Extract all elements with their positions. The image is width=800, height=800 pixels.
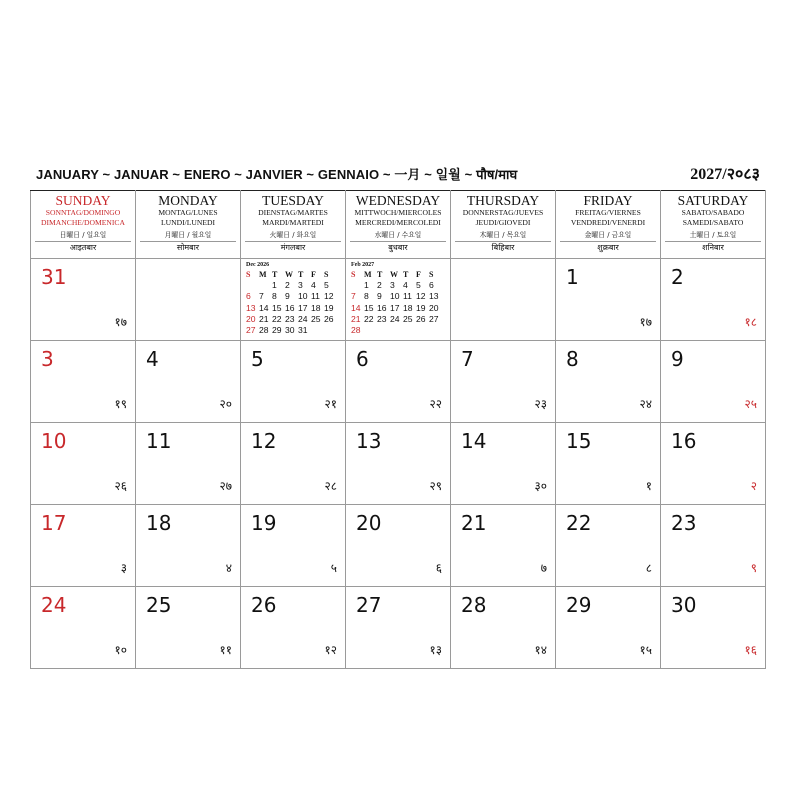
day-number: 27 xyxy=(356,593,382,617)
weekday-translation-2: MARDI/MARTEDI xyxy=(262,218,324,227)
mini-day: 23 xyxy=(285,313,295,324)
mini-calendar-week xyxy=(246,325,337,336)
day-number: 2 xyxy=(671,265,684,289)
mini-day: 17 xyxy=(390,302,400,313)
weekday-cjk: 月曜日 / 월요일 xyxy=(164,231,212,239)
mini-day: 20 xyxy=(246,313,256,324)
weekday-nepali: शुक्रबार xyxy=(560,241,656,253)
day-number: 6 xyxy=(356,347,369,371)
mini-day: 5 xyxy=(324,280,329,291)
day-number: 1 xyxy=(566,265,579,289)
mini-day: 29 xyxy=(272,325,282,336)
day-number: 13 xyxy=(356,429,382,453)
weekday-cjk: 火曜日 / 화요일 xyxy=(269,231,317,239)
day-number: 11 xyxy=(146,429,172,453)
nepali-day-number: ४ xyxy=(225,561,232,575)
mini-calendar-weekdays xyxy=(246,269,337,280)
day-cell[interactable] xyxy=(556,505,661,587)
day-number: 26 xyxy=(251,593,277,617)
day-cell[interactable] xyxy=(661,423,766,505)
day-cell[interactable] xyxy=(556,341,661,423)
day-number: 5 xyxy=(251,347,264,371)
mini-weekday-label: M xyxy=(364,270,372,279)
day-number: 3 xyxy=(41,347,54,371)
mini-day xyxy=(377,325,390,336)
weekday-header-sunday xyxy=(31,191,136,259)
mini-day: 6 xyxy=(429,280,434,291)
day-cell[interactable] xyxy=(556,259,661,341)
mini-weekday-label: S xyxy=(324,270,329,279)
calendar-header xyxy=(36,160,762,186)
mini-calendar-dec xyxy=(246,262,337,336)
day-cell[interactable] xyxy=(31,423,136,505)
nepali-day-number: १५ xyxy=(639,643,652,657)
mini-day xyxy=(403,325,416,336)
mini-day: 1 xyxy=(364,280,369,291)
mini-day: 3 xyxy=(298,280,303,291)
mini-day: 22 xyxy=(364,313,374,324)
nepali-day-number: ८ xyxy=(645,561,652,575)
day-cell[interactable] xyxy=(241,341,346,423)
weekday-name: TUESDAY xyxy=(262,193,324,208)
mini-calendar-cell[interactable] xyxy=(346,259,451,341)
nepali-day-number: २४ xyxy=(639,397,652,411)
day-number: 10 xyxy=(41,429,67,453)
mini-day: 24 xyxy=(390,313,400,324)
month-title: JANUARY ~ JANUAR ~ ENERO ~ JANVIER ~ GENNAIO ~ 一月 ~ 일월 ~ पौष/माघ xyxy=(36,167,518,182)
weekday-cjk: 水曜日 / 수요일 xyxy=(374,231,422,239)
weekday-translation-2: MERCREDI/MERCOLEDI xyxy=(355,218,441,227)
mini-day: 23 xyxy=(377,313,387,324)
mini-day: 22 xyxy=(272,313,282,324)
weekday-header-saturday xyxy=(661,191,766,259)
mini-day: 27 xyxy=(429,313,439,324)
mini-day: 3 xyxy=(390,280,395,291)
mini-weekday-label: F xyxy=(416,270,421,279)
day-cell[interactable] xyxy=(451,587,556,669)
mini-day: 9 xyxy=(377,291,382,302)
weekday-cjk: 日曜日 / 일요일 xyxy=(59,231,107,239)
mini-calendar-week xyxy=(246,280,337,291)
nepali-day-number: २ xyxy=(750,479,757,493)
mini-weekday-label: T xyxy=(272,270,278,279)
nepali-day-number: २७ xyxy=(219,479,232,493)
week-row xyxy=(31,587,766,669)
day-cell[interactable] xyxy=(661,587,766,669)
nepali-day-number: २३ xyxy=(534,397,547,411)
nepali-day-number: ३० xyxy=(534,479,547,493)
mini-day: 15 xyxy=(272,302,282,313)
mini-calendar-week xyxy=(351,303,442,314)
mini-day: 26 xyxy=(416,313,426,324)
weekday-header-row xyxy=(31,191,766,259)
weekday-nepali: आइतबार xyxy=(35,241,131,253)
weekday-nepali: सोमबार xyxy=(140,241,236,253)
weekday-name: WEDNESDAY xyxy=(355,193,441,208)
mini-day xyxy=(324,325,337,336)
weekday-translation-1: DONNERSTAG/JUEVES xyxy=(462,208,544,217)
mini-calendar-week xyxy=(246,303,337,314)
mini-day: 31 xyxy=(298,325,308,336)
day-number: 9 xyxy=(671,347,684,371)
mini-day: 9 xyxy=(285,291,290,302)
weekday-translation-1: FREITAG/VIERNES xyxy=(575,208,641,217)
day-number: 4 xyxy=(146,347,159,371)
day-cell[interactable] xyxy=(556,423,661,505)
day-cell[interactable] xyxy=(31,259,136,341)
weekday-cjk: 土曜日 / 토요일 xyxy=(689,231,737,239)
day-cell[interactable] xyxy=(136,423,241,505)
nepali-day-number: १७ xyxy=(639,315,652,329)
weekday-nepali: बुधबार xyxy=(350,241,446,253)
nepali-day-number: १७ xyxy=(114,315,127,329)
mini-day: 20 xyxy=(429,302,439,313)
weekday-header-friday xyxy=(556,191,661,259)
mini-calendar-title: Dec 2026 xyxy=(246,262,270,268)
day-cell[interactable] xyxy=(31,505,136,587)
weekday-nepali: बिहिबार xyxy=(455,241,551,253)
mini-day: 7 xyxy=(351,291,356,302)
mini-calendar-week xyxy=(351,291,442,302)
mini-day xyxy=(311,325,324,336)
mini-day: 4 xyxy=(403,280,408,291)
weekday-cjk: 木曜日 / 목요일 xyxy=(479,231,527,239)
nepali-day-number: १८ xyxy=(744,315,757,329)
day-number: 19 xyxy=(251,511,277,535)
nepali-day-number: १९ xyxy=(114,397,127,411)
mini-day: 8 xyxy=(272,291,277,302)
mini-day: 21 xyxy=(351,313,361,324)
mini-day: 28 xyxy=(259,325,269,336)
mini-day: 11 xyxy=(311,291,320,302)
day-number: 17 xyxy=(41,511,67,535)
weekday-name: MONDAY xyxy=(158,193,218,208)
day-number: 30 xyxy=(671,593,697,617)
mini-calendar-week xyxy=(351,280,442,291)
nepali-day-number: ५ xyxy=(330,561,337,575)
weekday-translation-1: SABATO/SABADO xyxy=(681,208,745,217)
mini-day: 11 xyxy=(403,291,412,302)
day-number: 12 xyxy=(251,429,277,453)
week-row xyxy=(31,259,766,341)
weekday-nepali: शनिबार xyxy=(665,241,761,253)
mini-calendar-cell[interactable] xyxy=(241,259,346,341)
day-number: 8 xyxy=(566,347,579,371)
day-number: 28 xyxy=(461,593,487,617)
mini-day: 14 xyxy=(351,302,361,313)
nepali-day-number: २० xyxy=(219,397,232,411)
mini-day xyxy=(259,280,272,291)
day-cell[interactable] xyxy=(661,505,766,587)
nepali-day-number: ३ xyxy=(120,561,127,575)
day-number: 29 xyxy=(566,593,592,617)
weekday-translation-2: VENDREDI/VENERDI xyxy=(570,218,646,227)
mini-calendar-title: Feb 2027 xyxy=(351,262,375,268)
day-cell[interactable] xyxy=(136,341,241,423)
mini-day: 13 xyxy=(246,302,256,313)
weekday-translation-2: LUNDI/LUNEDI xyxy=(161,218,215,227)
mini-day: 16 xyxy=(377,302,387,313)
mini-day: 8 xyxy=(364,291,369,302)
weekday-header-thursday xyxy=(451,191,556,259)
mini-day: 28 xyxy=(351,325,361,336)
nepali-day-number: १० xyxy=(114,643,127,657)
day-cell[interactable] xyxy=(451,423,556,505)
mini-day: 21 xyxy=(259,313,269,324)
mini-day: 15 xyxy=(364,302,374,313)
mini-day: 4 xyxy=(311,280,316,291)
day-cell[interactable] xyxy=(136,587,241,669)
weekday-translation-1: DIENSTAG/MARTES xyxy=(258,208,328,217)
week-row xyxy=(31,505,766,587)
mini-day: 6 xyxy=(246,291,251,302)
mini-day: 7 xyxy=(259,291,264,302)
mini-day: 18 xyxy=(311,302,321,313)
day-cell[interactable] xyxy=(451,505,556,587)
weekday-header-monday xyxy=(136,191,241,259)
nepali-day-number: ६ xyxy=(435,561,442,575)
weekday-name: SATURDAY xyxy=(677,193,749,208)
mini-weekday-label: M xyxy=(259,270,267,279)
day-cell[interactable] xyxy=(451,341,556,423)
weekday-translation-1: MITTWOCH/MIERCOLES xyxy=(354,208,442,217)
mini-day xyxy=(364,325,377,336)
mini-day: 12 xyxy=(416,291,426,302)
year-label: 2027/२०८३ xyxy=(690,166,760,183)
mini-weekday-label: W xyxy=(390,270,398,279)
nepali-day-number: १ xyxy=(645,479,652,493)
mini-day xyxy=(390,325,403,336)
day-number: 25 xyxy=(146,593,172,617)
mini-calendar-week xyxy=(246,314,337,325)
mini-weekday-label: W xyxy=(285,270,293,279)
mini-day: 10 xyxy=(298,291,308,302)
nepali-day-number: १४ xyxy=(534,643,547,657)
nepali-day-number: २८ xyxy=(324,479,337,493)
day-cell[interactable] xyxy=(346,505,451,587)
mini-calendar-feb xyxy=(351,262,442,336)
weekday-translation-2: JEUDI/GIOVEDI xyxy=(475,218,531,227)
day-cell[interactable] xyxy=(346,587,451,669)
mini-day: 25 xyxy=(311,313,321,324)
mini-day: 30 xyxy=(285,325,295,336)
nepali-day-number: ७ xyxy=(540,561,547,575)
nepali-day-number: २५ xyxy=(744,397,757,411)
day-number: 21 xyxy=(461,511,487,535)
nepali-day-number: ९ xyxy=(750,561,757,575)
mini-weekday-label: T xyxy=(298,270,304,279)
mini-day: 25 xyxy=(403,313,413,324)
mini-day: 16 xyxy=(285,302,295,313)
day-number: 14 xyxy=(461,429,487,453)
mini-day xyxy=(416,325,429,336)
nepali-day-number: १३ xyxy=(429,643,442,657)
weekday-cjk: 金曜日 / 금요일 xyxy=(584,231,632,239)
weekday-translation-1: SONNTAG/DOMINGO xyxy=(45,208,121,217)
week-row xyxy=(31,423,766,505)
weekday-nepali: मंगलबार xyxy=(245,241,341,253)
mini-weekday-label: T xyxy=(377,270,383,279)
weekday-translation-2: DIMANCHE/DOMENICA xyxy=(41,218,125,227)
day-cell[interactable] xyxy=(241,423,346,505)
day-cell[interactable] xyxy=(31,341,136,423)
nepali-day-number: २६ xyxy=(114,479,127,493)
day-number: 15 xyxy=(566,429,592,453)
nepali-day-number: २२ xyxy=(429,397,442,411)
mini-day: 1 xyxy=(272,280,277,291)
day-cell[interactable] xyxy=(346,423,451,505)
mini-day: 2 xyxy=(285,280,290,291)
day-number: 18 xyxy=(146,511,172,535)
mini-day: 27 xyxy=(246,325,256,336)
day-number: 24 xyxy=(41,593,67,617)
day-cell[interactable] xyxy=(136,259,241,341)
mini-day: 12 xyxy=(324,291,334,302)
mini-calendar-week xyxy=(246,291,337,302)
day-number: 31 xyxy=(41,265,67,289)
mini-weekday-label: T xyxy=(403,270,409,279)
day-number: 16 xyxy=(671,429,697,453)
day-number: 20 xyxy=(356,511,382,535)
mini-calendar-week xyxy=(351,314,442,325)
mini-day: 5 xyxy=(416,280,421,291)
mini-weekday-label: S xyxy=(351,270,356,279)
weekday-header-wednesday xyxy=(346,191,451,259)
mini-calendar-week xyxy=(351,325,442,336)
day-cell[interactable] xyxy=(661,259,766,341)
mini-day: 19 xyxy=(324,302,334,313)
day-cell[interactable] xyxy=(661,341,766,423)
calendar-grid xyxy=(30,190,766,669)
day-number: 7 xyxy=(461,347,474,371)
nepali-day-number: १६ xyxy=(744,643,757,657)
weekday-translation-2: SAMEDI/SABATO xyxy=(682,218,744,227)
mini-day: 26 xyxy=(324,313,334,324)
mini-day: 19 xyxy=(416,302,426,313)
mini-weekday-label: S xyxy=(246,270,251,279)
day-cell[interactable] xyxy=(31,587,136,669)
weekday-name: SUNDAY xyxy=(55,193,111,208)
mini-weekday-label: S xyxy=(429,270,434,279)
day-cell[interactable] xyxy=(556,587,661,669)
weekday-name: THURSDAY xyxy=(466,193,540,208)
mini-day: 24 xyxy=(298,313,308,324)
weekday-header-tuesday xyxy=(241,191,346,259)
nepali-day-number: २१ xyxy=(324,397,337,411)
mini-day xyxy=(351,280,364,291)
day-cell[interactable] xyxy=(241,587,346,669)
calendar-body xyxy=(31,259,766,669)
mini-day: 2 xyxy=(377,280,382,291)
mini-weekday-label: F xyxy=(311,270,316,279)
day-cell[interactable] xyxy=(136,505,241,587)
day-cell[interactable] xyxy=(346,341,451,423)
week-row xyxy=(31,341,766,423)
day-cell[interactable] xyxy=(451,259,556,341)
nepali-day-number: ११ xyxy=(219,643,232,657)
weekday-translation-1: MONTAG/LUNES xyxy=(158,208,218,217)
mini-day xyxy=(429,325,442,336)
mini-day: 13 xyxy=(429,291,439,302)
mini-day: 17 xyxy=(298,302,308,313)
mini-day: 18 xyxy=(403,302,413,313)
nepali-day-number: २९ xyxy=(429,479,442,493)
day-cell[interactable] xyxy=(241,505,346,587)
day-number: 22 xyxy=(566,511,592,535)
mini-day: 14 xyxy=(259,302,269,313)
mini-day xyxy=(246,280,259,291)
mini-day: 10 xyxy=(390,291,400,302)
day-number: 23 xyxy=(671,511,697,535)
weekday-name: FRIDAY xyxy=(583,193,633,208)
nepali-day-number: १२ xyxy=(324,643,337,657)
mini-calendar-weekdays xyxy=(351,269,442,280)
